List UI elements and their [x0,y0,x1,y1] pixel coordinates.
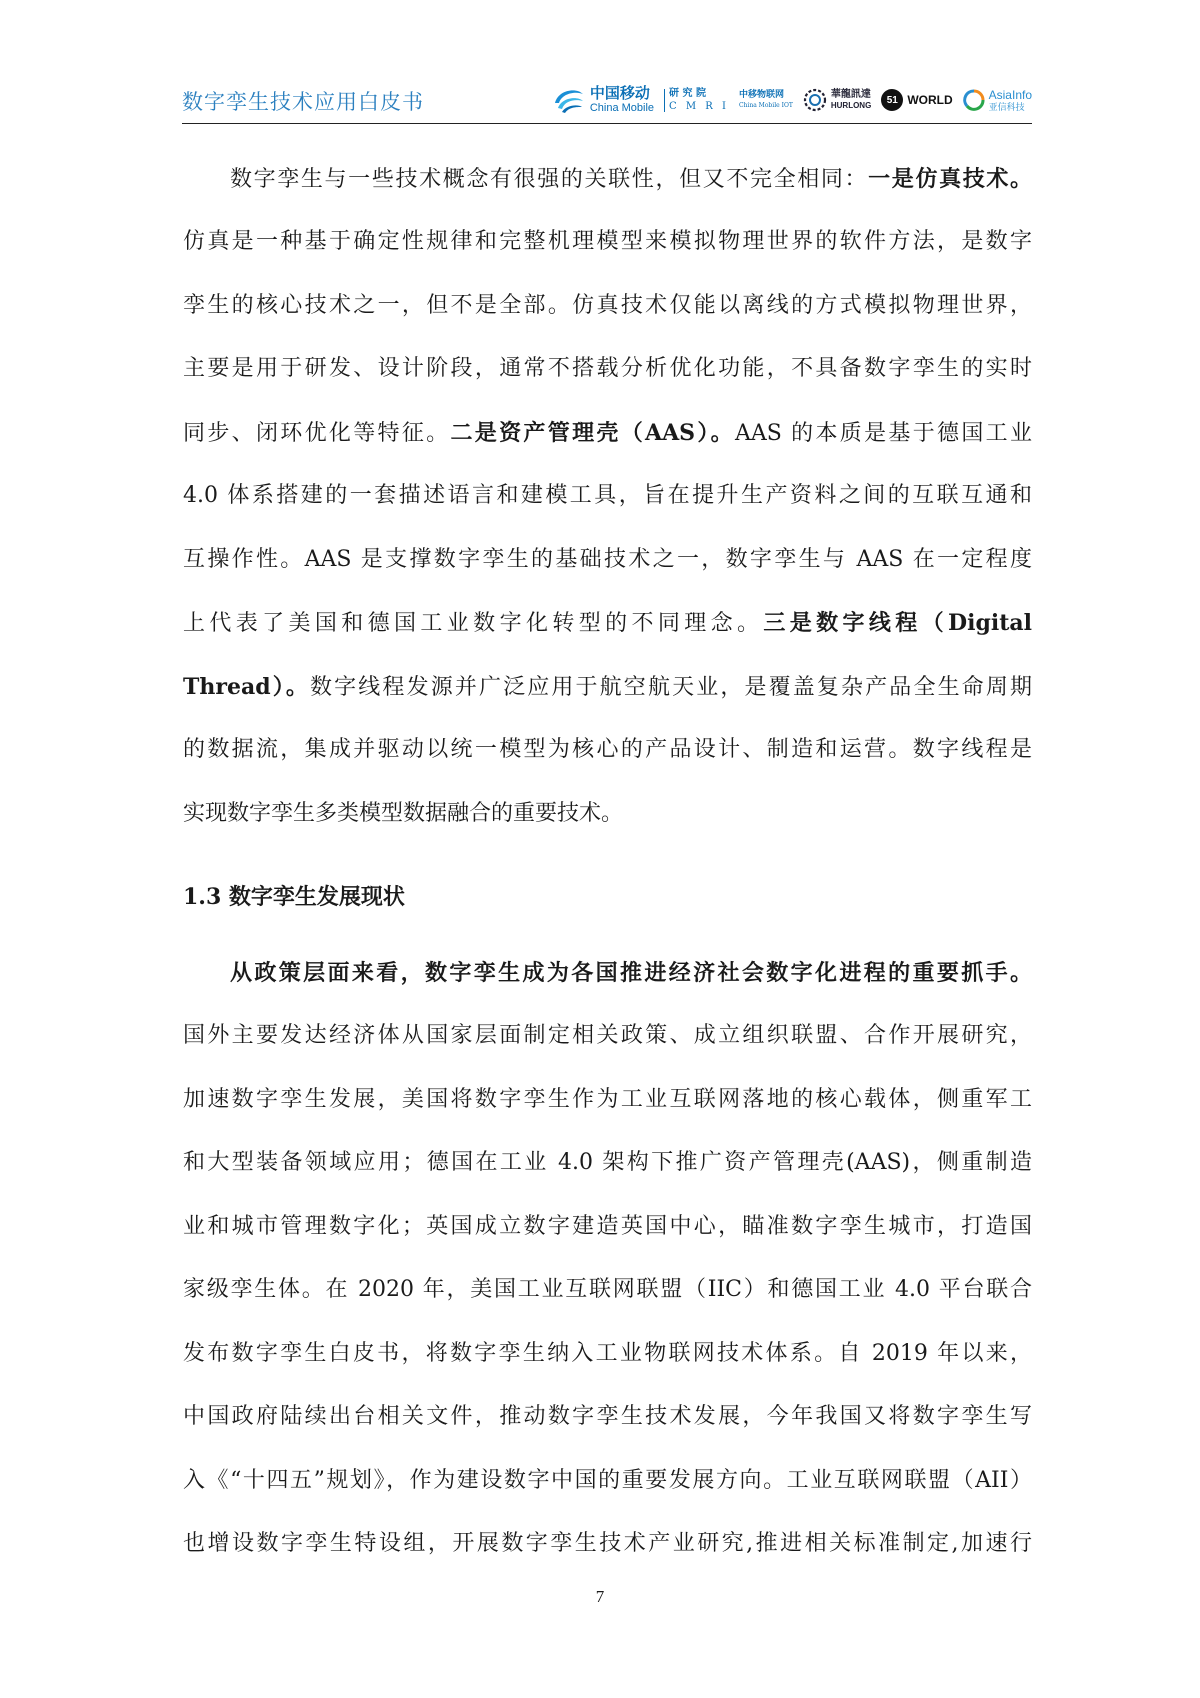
page-header [182,78,1032,122]
paragraph-1-line-9: Thread）。数字线程发源并广泛应用于航空航天业，是覆盖复杂产品全生命周期 [183,674,1032,700]
asiainfo-cn: 亚信科技 [988,101,1025,112]
paragraph-1-line-3: 孪生的核心技术之一，但不是全部。仿真技术仅能以离线的方式模拟物理世界， [183,293,1032,318]
paragraph-1-line-5: 同步、闭环优化等特征。二是资产管理壳（AAS）。AAS 的本质是基于德国工业 [183,420,1032,446]
iot-logo [739,91,793,109]
page-number: 7 [595,1587,605,1606]
hurlong-en: HURLONG [830,101,872,110]
hurlong-gear-icon [803,88,827,112]
paragraph-2-line-3: 加速数字孪生发展，美国将数字孪生作为工业互联网落地的核心载体，侧重军工 [183,1087,1032,1112]
paragraph-2-line-1: 从政策层面来看，数字孪生成为各国推进经济社会数字化进程的重要抓手。 [230,960,1032,986]
cmri-logo [664,89,729,112]
paragraph-2-line-6: 家级孪生体。在 2020 年，美国工业互联网联盟（IIC）和德国工业 4.0 平台联合 [183,1277,1032,1302]
paragraph-1-line-2: 仿真是一种基于确定性规律和完整机理模型来模拟物理世界的软件方法，是数字 [183,229,1032,254]
world-text: WORLD [907,93,953,107]
partner-logos [552,78,1032,122]
document-title: 数字孪生技术应用白皮书 [182,90,424,114]
51-badge: 51 [881,89,903,111]
iot-cn: 中移物联网 [738,90,784,100]
paragraph-2-line-9: 入《“十四五”规划》，作为建设数字中国的重要发展方向。工业互联网联盟（AII） [183,1468,1032,1493]
paragraph-2-line-5: 业和城市管理数字化；英国成立数字建造英国中心，瞄准数字孪生城市，打造国 [183,1214,1032,1239]
section-heading: 1.3 数字孪生发展现状 [183,884,405,910]
paragraph-2-line-10: 也增设数字孪生特设组，开展数字孪生技术产业研究,推进相关标准制定,加速行 [183,1531,1032,1556]
paragraph-1-line-10: 的数据流，集成并驱动以统一模型为核心的产品设计、制造和运营。数字线程是 [183,737,1032,762]
asiainfo-logo [963,89,1032,112]
paragraph-1-line-6: 4.0 体系搭建的一套描述语言和建模工具，旨在提升生产资料之间的互联互通和 [183,483,1032,508]
paragraph-1-line-8: 上代表了美国和德国工业数字化转型的不同理念。三是数字线程（Digital [183,610,1032,636]
hurlong-logo [803,88,871,112]
cmri-bottom: C M R I [669,100,729,112]
china-mobile-en: China Mobile [589,102,655,114]
paragraph-2-line-4: 和大型装备领域应用；德国在工业 4.0 架构下推广资产管理壳(AAS)，侧重制造 [183,1150,1032,1175]
asiainfo-en: AsiaInfo [988,87,1032,102]
iot-en: China Mobile IOT [738,102,793,109]
china-mobile-swirl-icon [552,85,586,115]
cmri-top: 研 究 院 [669,87,707,99]
asiainfo-ring-icon [963,89,985,111]
header-divider [182,123,1032,124]
china-mobile-cn: 中国移动 [589,85,650,102]
paragraph-1-line-7: 互操作性。AAS 是支撑数字孪生的基础技术之一，数字孪生与 AAS 在一定程度 [183,547,1032,572]
paragraph-1-line-4: 主要是用于研发、设计阶段，通常不搭载分析优化功能，不具备数字孪生的实时 [183,356,1032,381]
51world-logo [881,89,952,111]
paragraph-2-line-8: 中国政府陆续出台相关文件，推动数字孪生技术发展，今年我国又将数字孪生写 [183,1404,1032,1429]
paragraph-1-line-1: 数字孪生与一些技术概念有很强的关联性，但又不完全相同：一是仿真技术。 [230,166,1032,192]
china-mobile-logo [552,85,654,115]
paragraph-1-line-11: 实现数字孪生多类模型数据融合的重要技术。 [183,801,624,826]
paragraph-2-line-7: 发布数字孪生白皮书，将数字孪生纳入工业物联网技术体系。自 2019 年以来， [183,1341,1032,1366]
paragraph-2-line-2: 国外主要发达经济体从国家层面制定相关政策、成立组织联盟、合作开展研究， [183,1023,1032,1048]
hurlong-cn: 華龍訊達 [830,89,871,100]
